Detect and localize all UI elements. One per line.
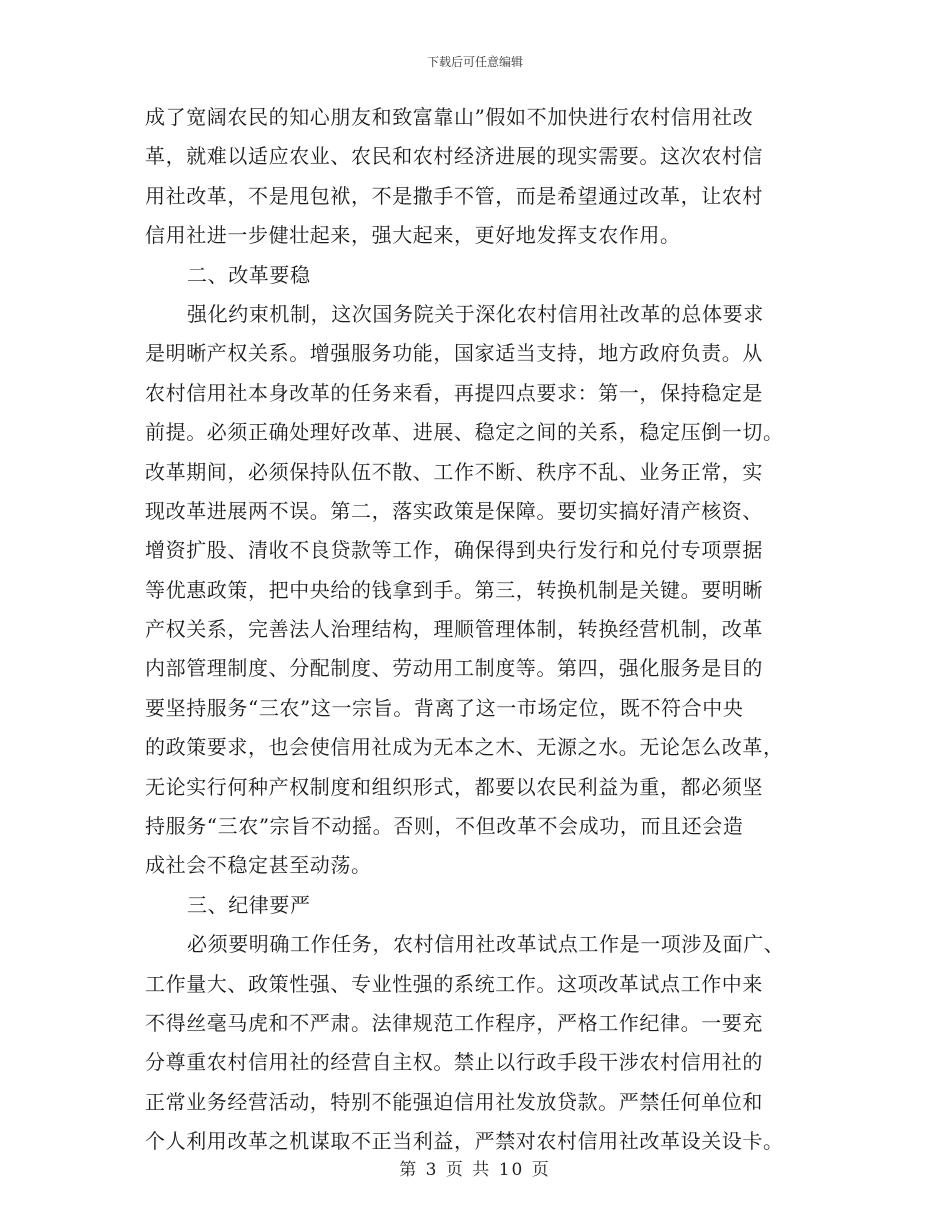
text-line: 内部管理制度、分配制度、劳动用工制度等。第四，强化服务是目的 — [145, 656, 763, 681]
page-footer: 第 3 页 共 10 页 — [399, 1160, 551, 1180]
text-line: 无论实行何种产权制度和组织形式，都要以农民利益为重，都必须坚 — [145, 774, 763, 799]
text-line: 持服务“三农”宗旨不动摇。否则，不但改革不会成功，而且还会造 — [145, 814, 744, 839]
text-line: 正常业务经营活动，特别不能强迫信用社发放贷款。严禁任何单位和 — [145, 1089, 763, 1114]
text-line: 工作量大、政策性强、专业性强的系统工作。这项改革试点工作中来 — [145, 971, 763, 996]
text-line: 改革期间，必须保持队伍不散、工作不断、秩序不乱、业务正常，实 — [145, 459, 763, 484]
page-header: 下载后可任意编辑 — [426, 55, 523, 69]
paragraph-start-line: 二、改革要稳 — [187, 262, 311, 287]
text-line: 的政策要求，也会使信用社成为无本之木、无源之水。无论怎么改革， — [145, 735, 784, 760]
paragraph-start-line: 三、纪律要严 — [187, 892, 311, 917]
text-line: 革，就难以适应农业、农民和农村经济进展的现实需要。这次农村信 — [145, 144, 763, 169]
paragraph-start-line: 必须要明确工作任务，农村信用社改革试点工作是一项涉及面广、 — [187, 932, 785, 957]
text-line: 不得丝毫马虎和不严肃。法律规范工作程序，严格工作纪律。一要充 — [145, 1010, 763, 1035]
document-body — [145, 98, 810, 1162]
paragraph-start-line: 强化约束机制，这次国务院关于深化农村信用社改革的总体要求 — [187, 301, 764, 326]
text-line: 产权关系，完善法人治理结构，理顺管理体制，转换经营机制，改革 — [145, 617, 763, 642]
text-line: 用社改革，不是甩包袱，不是撒手不管，而是希望通过改革，让农村 — [145, 183, 763, 208]
text-line: 增资扩股、清收不良贷款等工作，确保得到央行发行和兑付专项票据 — [145, 538, 763, 563]
text-line: 农村信用社本身改革的任务来看，再提四点要求：第一，保持稳定是 — [145, 380, 763, 405]
text-line: 成社会不稳定甚至动荡。 — [145, 853, 372, 878]
text-line: 成了宽阔农民的知心朋友和致富靠山”假如不加快进行农村信用社改 — [145, 105, 754, 129]
text-line: 个人利用改革之机谋取不正当利益，严禁对农村信用社改革设关设卡。 — [145, 1129, 784, 1154]
text-line: 等优惠政策，把中央给的钱拿到手。第三，转换机制是关键。要明晰 — [145, 577, 763, 602]
text-line: 要坚持服务“三农”这一宗旨。背离了这一市场定位，既不符合中央 — [145, 695, 744, 720]
text-line: 分尊重农村信用社的经营自主权。禁止以行政手段干涉农村信用社的 — [145, 1050, 763, 1075]
text-line: 是明晰产权关系。增强服务功能，国家适当支持，地方政府负责。从 — [145, 341, 763, 366]
text-line: 前提。必须正确处理好改革、进展、稳定之间的关系，稳定压倒一切。 — [145, 420, 784, 445]
text-line: 信用社进一步健壮起来，强大起来，更好地发挥支农作用。 — [145, 223, 681, 248]
text-line: 现改革进展两不误。第二，落实政策是保障。要切实搞好清产核资、 — [145, 498, 763, 523]
